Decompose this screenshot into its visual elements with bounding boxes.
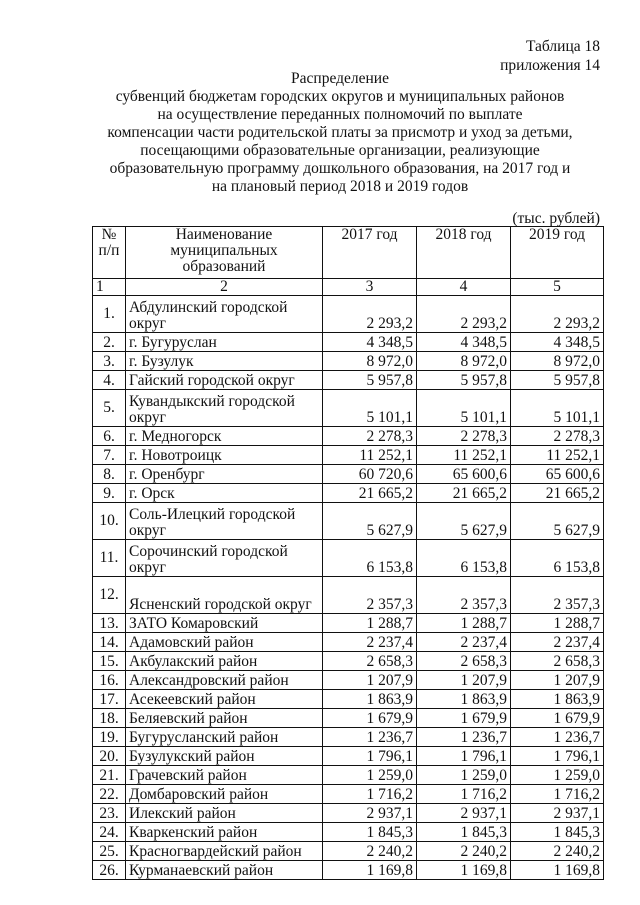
value-2019: 5 101,1: [511, 390, 604, 427]
value-2018: 2 357,3: [417, 577, 511, 614]
value-2019: 2 937,1: [511, 804, 604, 823]
table-row: [93, 633, 604, 652]
units-label: (тыс. рублей): [512, 210, 600, 227]
value-2017: 11 252,1: [323, 446, 417, 465]
table-row: [93, 390, 604, 427]
value-2017: 1 236,7: [323, 728, 417, 747]
value-2018: 1 845,3: [417, 823, 511, 842]
table-row: [93, 540, 604, 577]
title-line: субвенций бюджетам городских округов и муниципальных районов: [115, 88, 565, 105]
value-2019: 2 658,3: [511, 652, 604, 671]
value-2017: 1 716,2: [323, 785, 417, 804]
value-2017: 2 278,3: [323, 427, 417, 446]
appendix-number: приложения 14: [500, 57, 600, 74]
value-2017: 5 101,1: [323, 390, 417, 427]
municipality-name: г. Бузулук: [126, 352, 323, 371]
value-2019: 1 863,9: [511, 690, 604, 709]
value-2019: 1 169,8: [511, 861, 604, 880]
municipality-name: Кваркенский район: [126, 823, 323, 842]
row-number: 3.: [93, 352, 126, 371]
row-number: 14.: [93, 633, 126, 652]
table-row: [93, 352, 604, 371]
municipality-name: Кувандыкский городской округ: [126, 390, 323, 427]
row-number: 4.: [93, 371, 126, 390]
value-2017: 1 796,1: [323, 747, 417, 766]
municipality-name: Беляевский район: [126, 709, 323, 728]
value-2018: 2 937,1: [417, 804, 511, 823]
value-2018: 1 796,1: [417, 747, 511, 766]
value-2018: 1 288,7: [417, 614, 511, 633]
value-2019: 11 252,1: [511, 446, 604, 465]
table-row: [93, 465, 604, 484]
value-2018: 6 153,8: [417, 540, 511, 577]
value-2019: 2 237,4: [511, 633, 604, 652]
title-line: образовательную программу дошкольного образования, на 2017 год и: [109, 160, 571, 177]
municipality-name: Грачевский район: [126, 766, 323, 785]
value-2017: 2 937,1: [323, 804, 417, 823]
value-2019: 21 665,2: [511, 484, 604, 503]
value-2019: 1 845,3: [511, 823, 604, 842]
value-2017: 2 237,4: [323, 633, 417, 652]
municipality-name: Александровский район: [126, 671, 323, 690]
row-number: 18.: [93, 709, 126, 728]
table-body: [93, 296, 604, 880]
table-row: [93, 690, 604, 709]
value-2017: 8 972,0: [323, 352, 417, 371]
table-header-row: [93, 227, 604, 279]
table-row: [93, 766, 604, 785]
value-2018: 2 240,2: [417, 842, 511, 861]
value-2018: 1 169,8: [417, 861, 511, 880]
row-number: 16.: [93, 671, 126, 690]
value-2018: 4 348,5: [417, 333, 511, 352]
row-number: 15.: [93, 652, 126, 671]
row-number: 7.: [93, 446, 126, 465]
value-2017: 6 153,8: [323, 540, 417, 577]
row-number: 21.: [93, 766, 126, 785]
value-2017: 2 357,3: [323, 577, 417, 614]
value-2017: 5 957,8: [323, 371, 417, 390]
value-2017: 21 665,2: [323, 484, 417, 503]
municipality-name: Бугурусланский район: [126, 728, 323, 747]
municipality-name: Ясненский городской округ: [126, 577, 323, 614]
row-number: 9.: [93, 484, 126, 503]
municipality-name: ЗАТО Комаровский: [126, 614, 323, 633]
column-header-2017: 2017 год: [323, 227, 417, 279]
value-2019: 6 153,8: [511, 540, 604, 577]
municipality-name: Абдулинский городской округ: [126, 296, 323, 333]
value-2018: 8 972,0: [417, 352, 511, 371]
value-2018: 1 207,9: [417, 671, 511, 690]
table-row: [93, 652, 604, 671]
value-2019: 2 278,3: [511, 427, 604, 446]
municipality-name: г. Бугуруслан: [126, 333, 323, 352]
value-2017: 2 240,2: [323, 842, 417, 861]
row-number: 17.: [93, 690, 126, 709]
value-2018: 21 665,2: [417, 484, 511, 503]
value-2018: 5 957,8: [417, 371, 511, 390]
table-row: [93, 728, 604, 747]
value-2019: 8 972,0: [511, 352, 604, 371]
value-2019: 1 679,9: [511, 709, 604, 728]
row-number: 11.: [93, 540, 126, 577]
title-line: на плановый период 2018 и 2019 годов: [211, 178, 469, 195]
table-row: [93, 577, 604, 614]
row-number: 24.: [93, 823, 126, 842]
value-2019: 1 236,7: [511, 728, 604, 747]
municipality-name: Илекский район: [126, 804, 323, 823]
value-2017: 5 627,9: [323, 503, 417, 540]
municipality-name: Асекеевский район: [126, 690, 323, 709]
value-2018: 1 716,2: [417, 785, 511, 804]
value-2019: 5 627,9: [511, 503, 604, 540]
column-index: 3: [323, 279, 417, 296]
value-2018: 2 293,2: [417, 296, 511, 333]
row-number: 19.: [93, 728, 126, 747]
table-number: Таблица 18: [525, 38, 600, 55]
row-number: 8.: [93, 465, 126, 484]
column-index: 2: [126, 279, 323, 296]
column-index: 4: [417, 279, 511, 296]
municipality-name: Домбаровский район: [126, 785, 323, 804]
municipality-name: Курманаевский район: [126, 861, 323, 880]
table-row: [93, 333, 604, 352]
row-number: 2.: [93, 333, 126, 352]
value-2019: 1 207,9: [511, 671, 604, 690]
table-row: [93, 446, 604, 465]
value-2017: 4 348,5: [323, 333, 417, 352]
value-2019: 1 259,0: [511, 766, 604, 785]
column-index: 1: [93, 279, 126, 296]
value-2017: 1 288,7: [323, 614, 417, 633]
table-row: [93, 296, 604, 333]
title-line: на осуществление переданных полномочий по выплате: [157, 106, 523, 123]
municipality-name: Адамовский район: [126, 633, 323, 652]
column-index-row: [93, 279, 604, 296]
municipality-name: Соль-Илецкий городской округ: [126, 503, 323, 540]
value-2018: 65 600,6: [417, 465, 511, 484]
value-2018: 11 252,1: [417, 446, 511, 465]
table-row: [93, 785, 604, 804]
value-2017: 1 845,3: [323, 823, 417, 842]
value-2017: 1 259,0: [323, 766, 417, 785]
municipality-name: Гайский городской округ: [126, 371, 323, 390]
municipality-name: Сорочинский городской округ: [126, 540, 323, 577]
table-row: [93, 484, 604, 503]
table-row: [93, 804, 604, 823]
municipality-name: г. Новотроицк: [126, 446, 323, 465]
table-row: [93, 842, 604, 861]
table-row: [93, 861, 604, 880]
row-number: 1.: [93, 296, 126, 333]
value-2018: 1 863,9: [417, 690, 511, 709]
table-row: [93, 371, 604, 390]
value-2019: 65 600,6: [511, 465, 604, 484]
value-2018: 5 627,9: [417, 503, 511, 540]
row-number: 22.: [93, 785, 126, 804]
value-2018: 2 278,3: [417, 427, 511, 446]
value-2017: 1 863,9: [323, 690, 417, 709]
row-number: 13.: [93, 614, 126, 633]
table-row: [93, 709, 604, 728]
value-2019: 5 957,8: [511, 371, 604, 390]
title-line: компенсации части родительской платы за присмотр и уход за детьми,: [107, 124, 573, 141]
municipality-name: Красногвардейский район: [126, 842, 323, 861]
column-header-name: Наименование муниципальных образований: [126, 227, 323, 279]
value-2019: 1 288,7: [511, 614, 604, 633]
table-row: [93, 427, 604, 446]
row-number: 23.: [93, 804, 126, 823]
document-title: [60, 70, 620, 196]
title-line: Распределение: [291, 70, 389, 87]
row-number: 26.: [93, 861, 126, 880]
value-2019: 2 293,2: [511, 296, 604, 333]
table-row: [93, 671, 604, 690]
value-2017: 2 293,2: [323, 296, 417, 333]
value-2018: 5 101,1: [417, 390, 511, 427]
value-2017: 1 169,8: [323, 861, 417, 880]
row-number: 5.: [93, 390, 126, 427]
value-2017: 1 679,9: [323, 709, 417, 728]
table-row: [93, 614, 604, 633]
value-2019: 2 357,3: [511, 577, 604, 614]
municipality-name: г. Медногорск: [126, 427, 323, 446]
column-index: 5: [511, 279, 604, 296]
column-header-2019: 2019 год: [511, 227, 604, 279]
municipality-name: Бузулукский район: [126, 747, 323, 766]
value-2017: 1 207,9: [323, 671, 417, 690]
value-2018: 1 679,9: [417, 709, 511, 728]
title-line: посещающими образовательные организации, реализующие: [140, 142, 540, 159]
table-row: [93, 823, 604, 842]
value-2018: 2 658,3: [417, 652, 511, 671]
value-2019: 1 796,1: [511, 747, 604, 766]
subvention-table: [92, 226, 604, 880]
row-number: 10.: [93, 503, 126, 540]
municipality-name: г. Орск: [126, 484, 323, 503]
table-row: [93, 747, 604, 766]
table-row: [93, 503, 604, 540]
row-number: 20.: [93, 747, 126, 766]
value-2018: 2 237,4: [417, 633, 511, 652]
municipality-name: Акбулакский район: [126, 652, 323, 671]
column-header-2018: 2018 год: [417, 227, 511, 279]
row-number: 12.: [93, 577, 126, 614]
column-header-number: № п/п: [93, 227, 126, 279]
value-2018: 1 259,0: [417, 766, 511, 785]
value-2017: 2 658,3: [323, 652, 417, 671]
value-2019: 4 348,5: [511, 333, 604, 352]
value-2019: 1 716,2: [511, 785, 604, 804]
row-number: 6.: [93, 427, 126, 446]
value-2017: 60 720,6: [323, 465, 417, 484]
value-2018: 1 236,7: [417, 728, 511, 747]
municipality-name: г. Оренбург: [126, 465, 323, 484]
row-number: 25.: [93, 842, 126, 861]
value-2019: 2 240,2: [511, 842, 604, 861]
